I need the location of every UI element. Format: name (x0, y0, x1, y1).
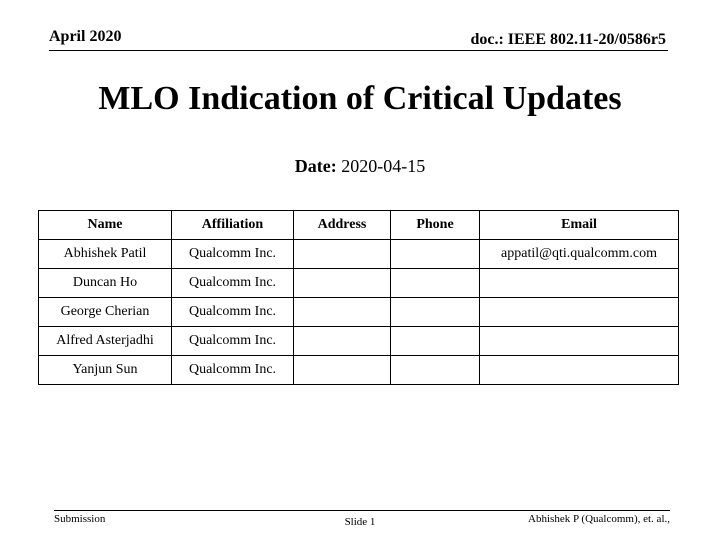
affiliation-cell: Qualcomm Inc. (172, 356, 294, 385)
email-cell (480, 356, 679, 385)
address-cell (294, 327, 391, 356)
slide-title: MLO Indication of Critical Updates (98, 80, 622, 117)
header-date: April 2020 (49, 28, 122, 45)
authors-table (38, 210, 679, 385)
footer-left: Submission (54, 513, 106, 525)
affiliation-cell: Qualcomm Inc. (172, 240, 294, 269)
footer-divider (54, 510, 670, 511)
affiliation-cell: Qualcomm Inc. (172, 269, 294, 298)
table-row (39, 356, 679, 385)
column-header: Affiliation (172, 211, 294, 240)
name-cell: Yanjun Sun (39, 356, 172, 385)
table-row (39, 327, 679, 356)
phone-cell (391, 356, 480, 385)
column-header: Phone (391, 211, 480, 240)
header-doc-id: doc.: IEEE 802.11-20/0586r5 (470, 31, 666, 48)
table-row (39, 298, 679, 327)
phone-cell (391, 269, 480, 298)
email-cell: appatil@qti.qualcomm.com (480, 240, 679, 269)
name-cell: Duncan Ho (39, 269, 172, 298)
address-cell (294, 356, 391, 385)
address-cell (294, 269, 391, 298)
column-header: Email (480, 211, 679, 240)
address-cell (294, 240, 391, 269)
affiliation-cell: Qualcomm Inc. (172, 327, 294, 356)
header-divider (49, 50, 668, 51)
name-cell: Abhishek Patil (39, 240, 172, 269)
date-value: 2020-04-15 (341, 156, 426, 176)
table-header-row (39, 211, 679, 240)
phone-cell (391, 327, 480, 356)
footer-right: Abhishek P (Qualcomm), et. al., (528, 513, 670, 525)
phone-cell (391, 240, 480, 269)
date-label: Date: (294, 156, 337, 176)
email-cell (480, 327, 679, 356)
phone-cell (391, 298, 480, 327)
email-cell (480, 298, 679, 327)
email-cell (480, 269, 679, 298)
column-header: Name (39, 211, 172, 240)
slide-number: Slide 1 (344, 516, 376, 528)
table-row (39, 240, 679, 269)
name-cell: Alfred Asterjadhi (39, 327, 172, 356)
column-header: Address (294, 211, 391, 240)
table-row (39, 269, 679, 298)
affiliation-cell: Qualcomm Inc. (172, 298, 294, 327)
address-cell (294, 298, 391, 327)
name-cell: George Cherian (39, 298, 172, 327)
date-line (0, 156, 720, 177)
